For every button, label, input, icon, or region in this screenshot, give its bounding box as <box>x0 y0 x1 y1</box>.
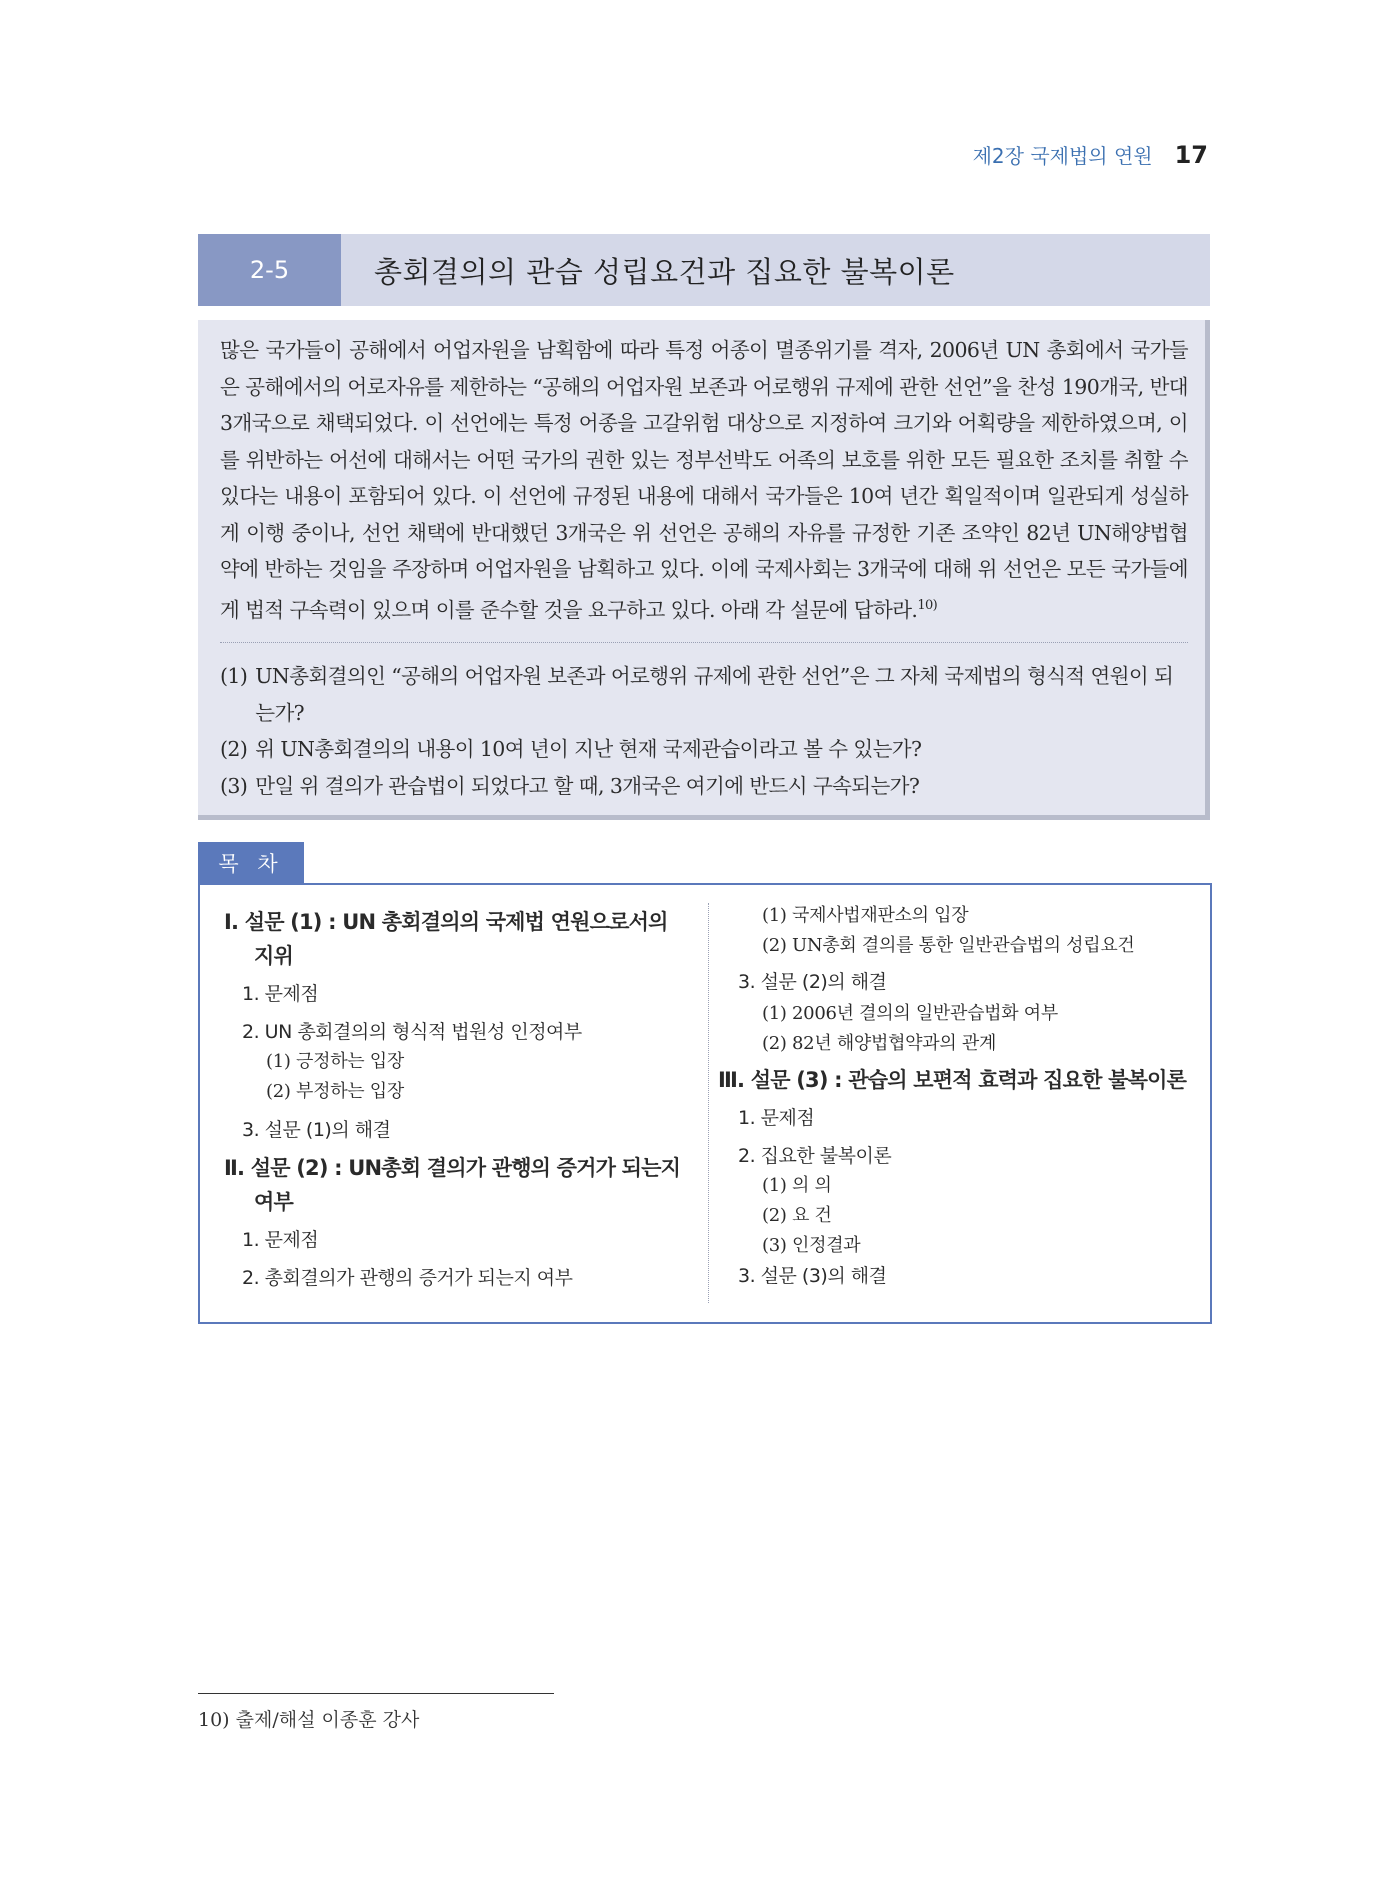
section-number: 2-5 <box>198 234 341 306</box>
question-item <box>220 768 1188 805</box>
question-text: 많은 국가들이 공해에서 어업자원을 남획함에 따라 특정 어종이 멸종위기를 격자, 2006년 UN 총회에서 국가들은 공해에서의 어로자유를 제한하는 “공해의 어업자원 보존과 어로행위 규제에 관한 선언”을 찬성 190개국, 반대 3개국으로 채택되었다. 이 선언에는 특정 어종을 고갈위험 대상으로 지정하여 크기와 어획량을 제한하였으며, 이를 위반하는 어선에 대해서는 어떤 국가의 권한 있는 정부선박도 어족의 보호를 위한 모든 필요한 조치를 취할 수 있다는 내용이 포함되어 있다. 이 선언에 규정된 내용에 대해서 국가들은 10여 년간 획일적이며 일관되게 성실하게 이행 중이나, 선언 채택에 반대했던 3개국은 위 선언은 공해의 자유를 규정한 기존 조약인 82년 UN해양법협약에 반하는 것임을 주장하며 어업자원을 남획하고 있다. 이에 국제사회는 3개국에 대해 위 선언은 모든 국가들에게 법적 구속력이 있으며 이를 준수할 것을 요구하고 있다. 아래 각 설문에 답하라. <box>220 338 1188 622</box>
page-number: 17 <box>1174 141 1208 169</box>
toc-heading-2 <box>224 1151 694 1219</box>
toc-subitem: (2) 부정하는 입장 <box>266 1081 404 1102</box>
toc-box <box>198 883 1212 1324</box>
toc-item: 2. 집요한 불복이론 <box>738 1145 892 1167</box>
toc-item: 1. 문제점 <box>242 983 319 1005</box>
question-item-text: UN총회결의인 “공해의 어업자원 보존과 어로행위 규제에 관한 선언”은 그 자체 국제법의 형식적 연원이 되는가? <box>255 664 1174 725</box>
footnote: 10) 출제/해설 이종훈 강사 <box>198 1709 420 1731</box>
running-header <box>973 140 1208 169</box>
toc-item: 2. UN 총회결의의 형식적 법원성 인정여부 <box>242 1021 582 1043</box>
toc-item: 3. 설문 (2)의 해결 <box>738 971 887 993</box>
toc-heading-1 <box>224 905 694 973</box>
toc-subitem: (2) 요 건 <box>762 1205 832 1226</box>
toc-subitem: (1) 국제사법재판소의 입장 <box>762 905 969 926</box>
question-item-text: 위 UN총회결의의 내용이 10여 년이 지난 현재 국제관습이라고 볼 수 있는가? <box>255 737 922 761</box>
question-item-text: 만일 위 결의가 관습법이 되었다고 할 때, 3개국은 여기에 반드시 구속되는가? <box>255 773 920 798</box>
dotted-divider <box>220 642 1188 643</box>
toc-item: 1. 문제점 <box>738 1107 815 1129</box>
section-title-bar <box>198 234 1210 306</box>
toc-subitem: (3) 인정결과 <box>762 1235 861 1256</box>
toc-item: 3. 설문 (3)의 해결 <box>738 1265 887 1287</box>
toc-subitem: (1) 긍정하는 입장 <box>266 1051 404 1072</box>
question-list <box>220 658 1188 804</box>
question-number: (2) <box>220 737 248 761</box>
toc-subitem: (2) UN총회 결의를 통한 일반관습법의 성립요건 <box>762 935 1135 956</box>
toc-heading-3: Ⅲ. 설문 (3) : 관습의 보편적 효력과 집요한 불복이론 <box>718 1068 1187 1092</box>
chapter-title: 제2장 국제법의 연원 <box>972 144 1153 168</box>
toc-item: 1. 문제점 <box>242 1229 319 1251</box>
toc-subitem: (1) 2006년 결의의 일반관습법화 여부 <box>762 1003 1058 1024</box>
toc-heading-2-line2: 여부 <box>254 1190 293 1214</box>
footnote-rule <box>198 1693 554 1694</box>
toc-item: 2. 총회결의가 관행의 증거가 되는지 여부 <box>242 1267 573 1289</box>
toc-heading-2-line1: Ⅱ. 설문 (2) : UN총회 결의가 관행의 증거가 되는지 <box>224 1156 681 1180</box>
question-item <box>220 731 1188 768</box>
footnote-reference: 10) <box>917 597 938 613</box>
question-paragraph <box>220 332 1188 628</box>
question-item <box>220 658 1188 731</box>
toc-label: 목 차 <box>198 842 304 884</box>
toc-column-divider <box>708 903 709 1303</box>
section-title: 총회결의의 관습 성립요건과 집요한 불복이론 <box>374 254 955 289</box>
toc-heading-1-line1: Ⅰ. 설문 (1) : UN 총회결의의 국제법 연원으로서의 <box>224 910 668 934</box>
question-number: (1) <box>220 664 248 688</box>
toc-subitem: (2) 82년 해양법협약과의 관계 <box>762 1033 997 1054</box>
toc-heading-1-line2: 지위 <box>254 944 293 968</box>
toc-subitem: (1) 의 의 <box>762 1175 832 1196</box>
question-number: (3) <box>220 773 248 798</box>
toc-item: 3. 설문 (1)의 해결 <box>242 1119 391 1141</box>
toc-right-column <box>718 901 1198 1291</box>
question-box <box>198 320 1210 820</box>
toc-left-column <box>224 905 694 1293</box>
